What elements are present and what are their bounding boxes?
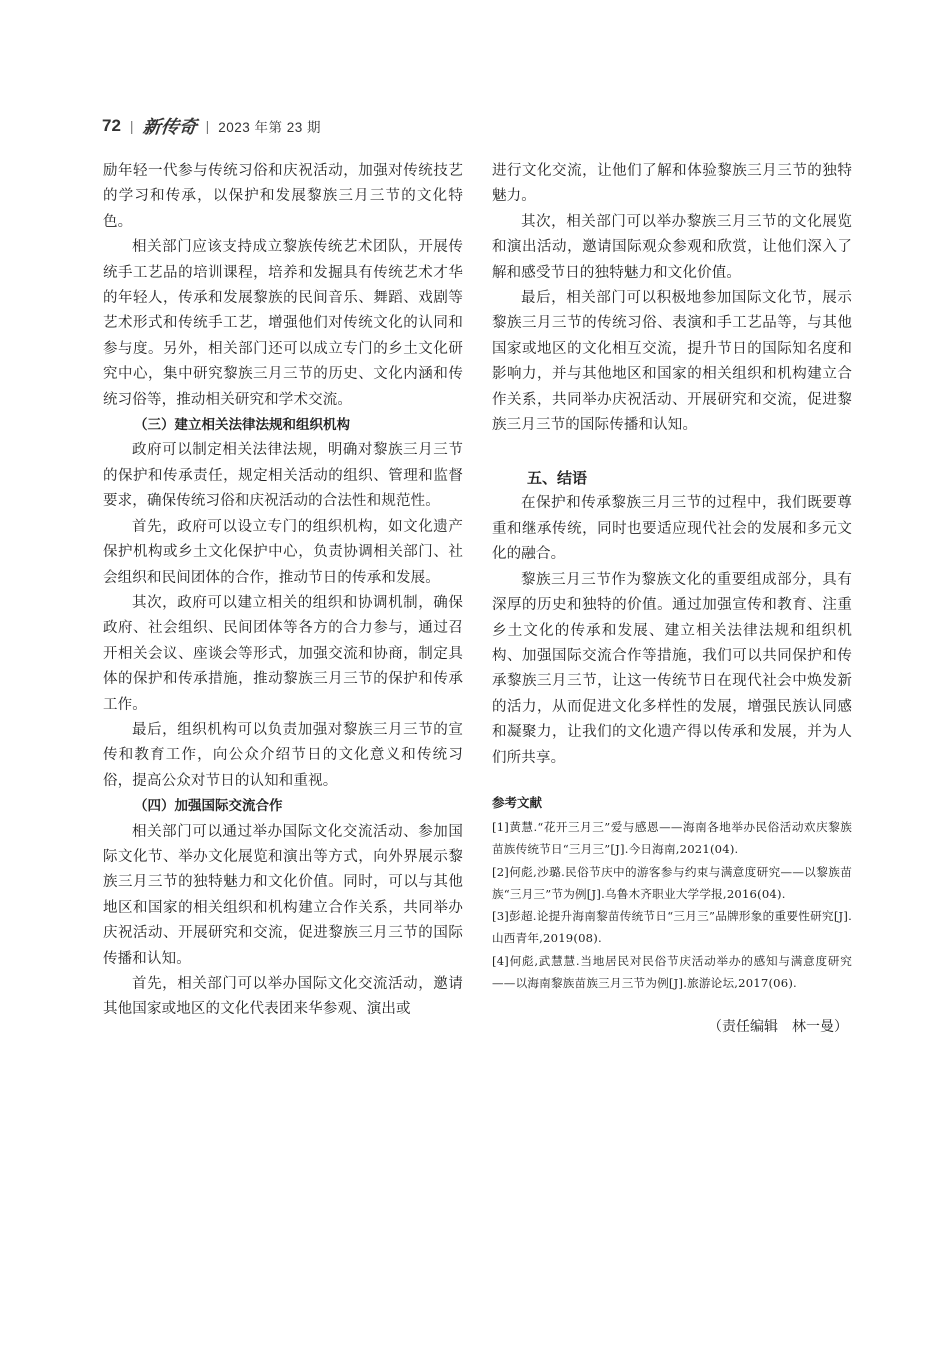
paragraph: 相关部门应该支持成立黎族传统艺术团队，开展传统手工艺品的培训课程，培养和发掘具有传统艺术才华的年轻人，传承和发展黎族的民间音乐、舞蹈、戏剧等艺术形式和传统手工艺，增强他们对传统文化的认同和参与度。另外，相关部门还可以成立专门的乡土文化研究中心，集中研究黎族三月三节的历史、文化内涵和传统习俗等，推动相关研究和学术交流。 <box>103 239 463 408</box>
paragraph: 政府可以制定相关法律法规，明确对黎族三月三节的保护和传承责任，规定相关活动的组织、管理和监督要求，确保传统习俗和庆祝活动的合法性和规范性。 <box>103 442 463 510</box>
header-separator: | <box>129 118 134 134</box>
editor-credit: （责任编辑 林一曼） <box>708 1019 848 1036</box>
paragraph: 进行文化交流，让他们了解和体验黎族三月三节的独特魅力。 <box>492 163 852 205</box>
conclusion-heading: 五、结语 <box>527 469 588 488</box>
paragraph: 首先，政府可以设立专门的组织机构，如文化遗产保护机构或乡土文化保护中心，负责协调相关部门、社会组织和民间团体的合作，推动节日的传承和发展。 <box>103 518 463 586</box>
reference-item: [2]何彪,沙璐.民俗节庆中的游客参与约束与满意度研究——以黎族苗族“三月三”节为例[J].乌鲁木齐职业大学学报,2016(04). <box>492 864 852 901</box>
page-number: 72 <box>102 116 121 135</box>
paragraph: 励年轻一代参与传统习俗和庆祝活动，加强对传统技艺的学习和传承，以保护和发展黎族三月三节的文化特色。 <box>103 163 463 230</box>
right-column <box>492 159 852 1036</box>
journal-logo: 新传奇 <box>141 117 198 138</box>
paragraph: 最后，组织机构可以负责加强对黎族三月三节的宣传和教育工作，向公众介绍节日的文化意义和传统习俗，提高公众对节日的认知和重视。 <box>103 721 463 789</box>
paragraph: 最后，相关部门可以积极地参加国际文化节，展示黎族三月三节的传统习俗、表演和手工艺品等，与其他国家或地区的文化相互交流，提升节日的国际知名度和影响力，并与其他地区和国家的相关组织和机构建立合作关系，共同举办庆祝活动、开展研究和交流，促进黎族三月三节的国际传播和认知。 <box>492 290 852 434</box>
paragraph: 首先，相关部门可以举办国际文化交流活动，邀请其他国家或地区的文化代表团来华参观、演出或 <box>103 976 463 1018</box>
section-heading: （三）建立相关法律法规和组织机构 <box>134 417 350 434</box>
paragraph: 在保护和传承黎族三月三节的过程中，我们既要尊重和继承传统，同时也要适应现代社会的发展和多元文化的融合。 <box>492 495 852 563</box>
issue-label: 2023 年第 23 期 <box>218 120 322 135</box>
paragraph: 相关部门可以通过举办国际文化交流活动、参加国际文化节、举办文化展览和演出等方式，向外界展示黎族三月三节的独特魅力和文化价值。同时，可以与其他地区和国家的相关组织和机构建立合作关系，共同举办庆祝活动、开展研究和交流，促进黎族三月三节的国际传播和认知。 <box>103 823 463 967</box>
references-title: 参考文献 <box>492 794 543 810</box>
paragraph: 其次，政府可以建立相关的组织和协调机制，确保政府、社会组织、民间团体等各方的合力参与，通过召开相关会议、座谈会等形式，加强交流和协商，制定具体的保护和传承措施，推动黎族三月三节的保护和传承工作。 <box>103 594 463 713</box>
paragraph: 黎族三月三节作为黎族文化的重要组成部分，具有深厚的历史和独特的价值。通过加强宣传和教育、注重乡土文化的传承和发展、建立相关法律法规和组织机构、加强国际交流合作等措施，我们可以共同保护和传承黎族三月三节，让这一传统节日在现代社会中焕发新的活力，从而促进文化多样性的发展，增强民族认同感和凝聚力，让我们的文化遗产得以传承和发展，并为人们所共享。 <box>492 571 852 766</box>
paragraph: 其次，相关部门可以举办黎族三月三节的文化展览和演出活动，邀请国际观众参观和欣赏，让他们深入了解和感受节日的独特魅力和文化价值。 <box>492 213 852 281</box>
section-heading: （四）加强国际交流合作 <box>134 798 283 815</box>
page-header <box>102 112 321 140</box>
reference-item: [1]黄慧.“花开三月三”爱与感恩——海南各地举办民俗活动欢庆黎族苗族传统节日“三月三”[J].今日海南,2021(04). <box>492 819 852 857</box>
left-column <box>103 159 463 1023</box>
reference-item: [4]何彪,武慧慧.当地居民对民俗节庆活动举办的感知与满意度研究——以海南黎族苗族三月三节为例[J].旅游论坛,2017(06). <box>492 953 852 991</box>
reference-item: [3]彭超.论提升海南黎苗传统节日“三月三”品牌形象的重要性研究[J].山西青年,2019(08). <box>492 909 852 946</box>
header-separator: | <box>205 118 210 134</box>
